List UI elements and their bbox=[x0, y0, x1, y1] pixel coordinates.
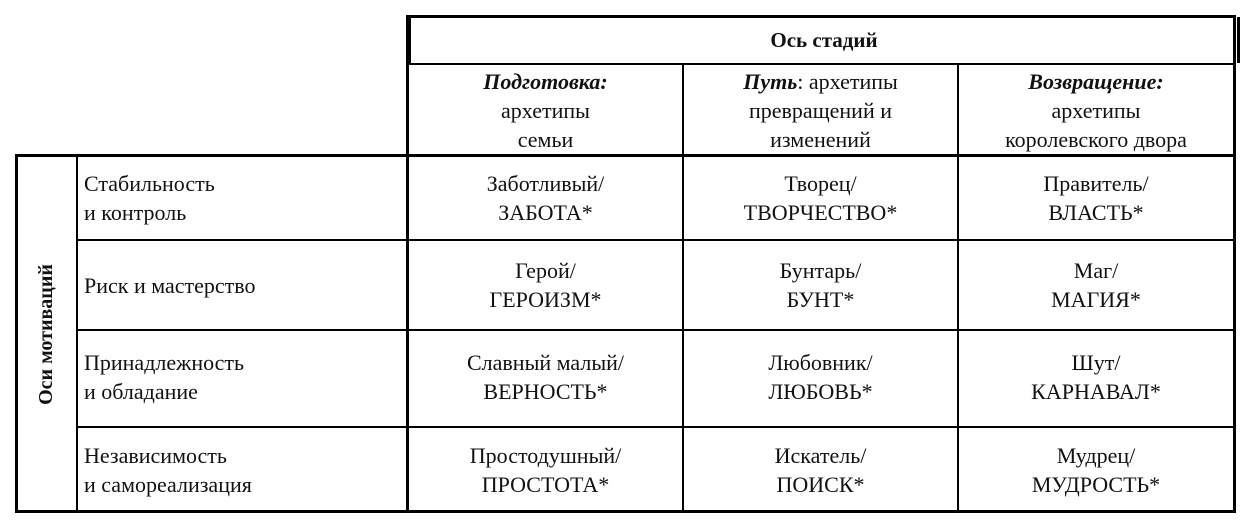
archetype-name: Герой/ bbox=[515, 258, 576, 283]
archetype-theme: ЛЮБОВЬ* bbox=[768, 379, 873, 404]
archetype-name: Искатель/ bbox=[774, 443, 867, 468]
archetype-name: Маг/ bbox=[1073, 258, 1119, 283]
stage-header-journey bbox=[684, 67, 957, 154]
table-cell bbox=[959, 256, 1233, 314]
stage-header-emph: Путь bbox=[743, 69, 798, 94]
archetype-theme: ВЕРНОСТЬ* bbox=[483, 379, 608, 404]
table-cell bbox=[409, 441, 682, 499]
archetype-theme: ПРОСТОТА* bbox=[481, 472, 610, 497]
table-cell bbox=[959, 169, 1233, 227]
table-cell bbox=[409, 256, 682, 314]
stage-header-preparation bbox=[409, 67, 682, 154]
archetype-name: Заботливый/ bbox=[486, 171, 605, 196]
archetype-name: Любовник/ bbox=[768, 350, 873, 375]
motivation-axis-header bbox=[18, 158, 75, 510]
divider bbox=[76, 426, 1236, 428]
archetype-name: Славный малый/ bbox=[466, 350, 624, 375]
stage-axis-header: Ось стадий bbox=[408, 17, 1240, 63]
divider bbox=[76, 154, 78, 513]
divider bbox=[76, 329, 1236, 331]
row-label-line: и контроль bbox=[84, 200, 187, 225]
row-label-belonging bbox=[84, 348, 244, 406]
row-label-line: и обладание bbox=[84, 379, 198, 404]
stage-header-line: королевского двора bbox=[1005, 127, 1187, 152]
stage-header-emph: Возвращение: bbox=[1028, 69, 1164, 94]
row-label-stability bbox=[84, 169, 215, 227]
stage-header-line: изменений bbox=[770, 127, 871, 152]
divider bbox=[15, 154, 1236, 157]
stage-header-return bbox=[959, 67, 1233, 154]
row-label-line: Риск и мастерство bbox=[84, 273, 256, 298]
row-label-line: Стабильность bbox=[84, 171, 215, 196]
table-cell bbox=[684, 348, 957, 406]
stage-header-line: архетипы bbox=[501, 98, 590, 123]
archetype-name: Творец/ bbox=[784, 171, 857, 196]
divider bbox=[408, 63, 1236, 65]
row-label-risk bbox=[84, 271, 256, 300]
stage-header-line: превращений и bbox=[749, 98, 892, 123]
table-cell bbox=[684, 169, 957, 227]
table-cell bbox=[409, 348, 682, 406]
archetype-theme: ВЛАСТЬ* bbox=[1048, 200, 1144, 225]
row-label-line: Независимость bbox=[84, 443, 227, 468]
archetype-theme: КАРНАВАЛ* bbox=[1031, 379, 1161, 404]
archetype-name: Мудрец/ bbox=[1056, 443, 1136, 468]
stage-header-rest: : архетипы bbox=[797, 69, 898, 94]
divider bbox=[76, 239, 1236, 241]
stage-header-line: семьи bbox=[517, 127, 574, 152]
row-label-line: и самореализация bbox=[84, 472, 252, 497]
stage-header-emph: Подготовка: bbox=[483, 69, 608, 94]
table-cell bbox=[959, 441, 1233, 499]
archetype-theme: МУДРОСТЬ* bbox=[1031, 472, 1161, 497]
divider bbox=[15, 510, 1236, 513]
table-cell bbox=[409, 169, 682, 227]
archetype-theme: ЗАБОТА* bbox=[498, 200, 593, 225]
archetype-name: Бунтарь/ bbox=[779, 258, 862, 283]
table-cell bbox=[684, 256, 957, 314]
archetype-theme: БУНТ* bbox=[786, 287, 855, 312]
divider bbox=[1233, 15, 1236, 513]
archetype-theme: ПОИСК* bbox=[776, 472, 865, 497]
archetype-name: Правитель/ bbox=[1043, 171, 1149, 196]
archetype-theme: ТВОРЧЕСТВО* bbox=[743, 200, 898, 225]
table-cell bbox=[684, 441, 957, 499]
motivation-axis-title: Оси мотиваций bbox=[35, 263, 57, 405]
row-label-independence bbox=[84, 441, 252, 499]
table-cell bbox=[959, 348, 1233, 406]
row-label-line: Принадлежность bbox=[84, 350, 245, 375]
archetype-name: Шут/ bbox=[1071, 350, 1121, 375]
stage-header-line: архетипы bbox=[1051, 98, 1141, 123]
archetype-name: Простодушный/ bbox=[469, 443, 622, 468]
archetype-theme: ГЕРОИЗМ* bbox=[489, 287, 602, 312]
archetype-theme: МАГИЯ* bbox=[1051, 287, 1141, 312]
